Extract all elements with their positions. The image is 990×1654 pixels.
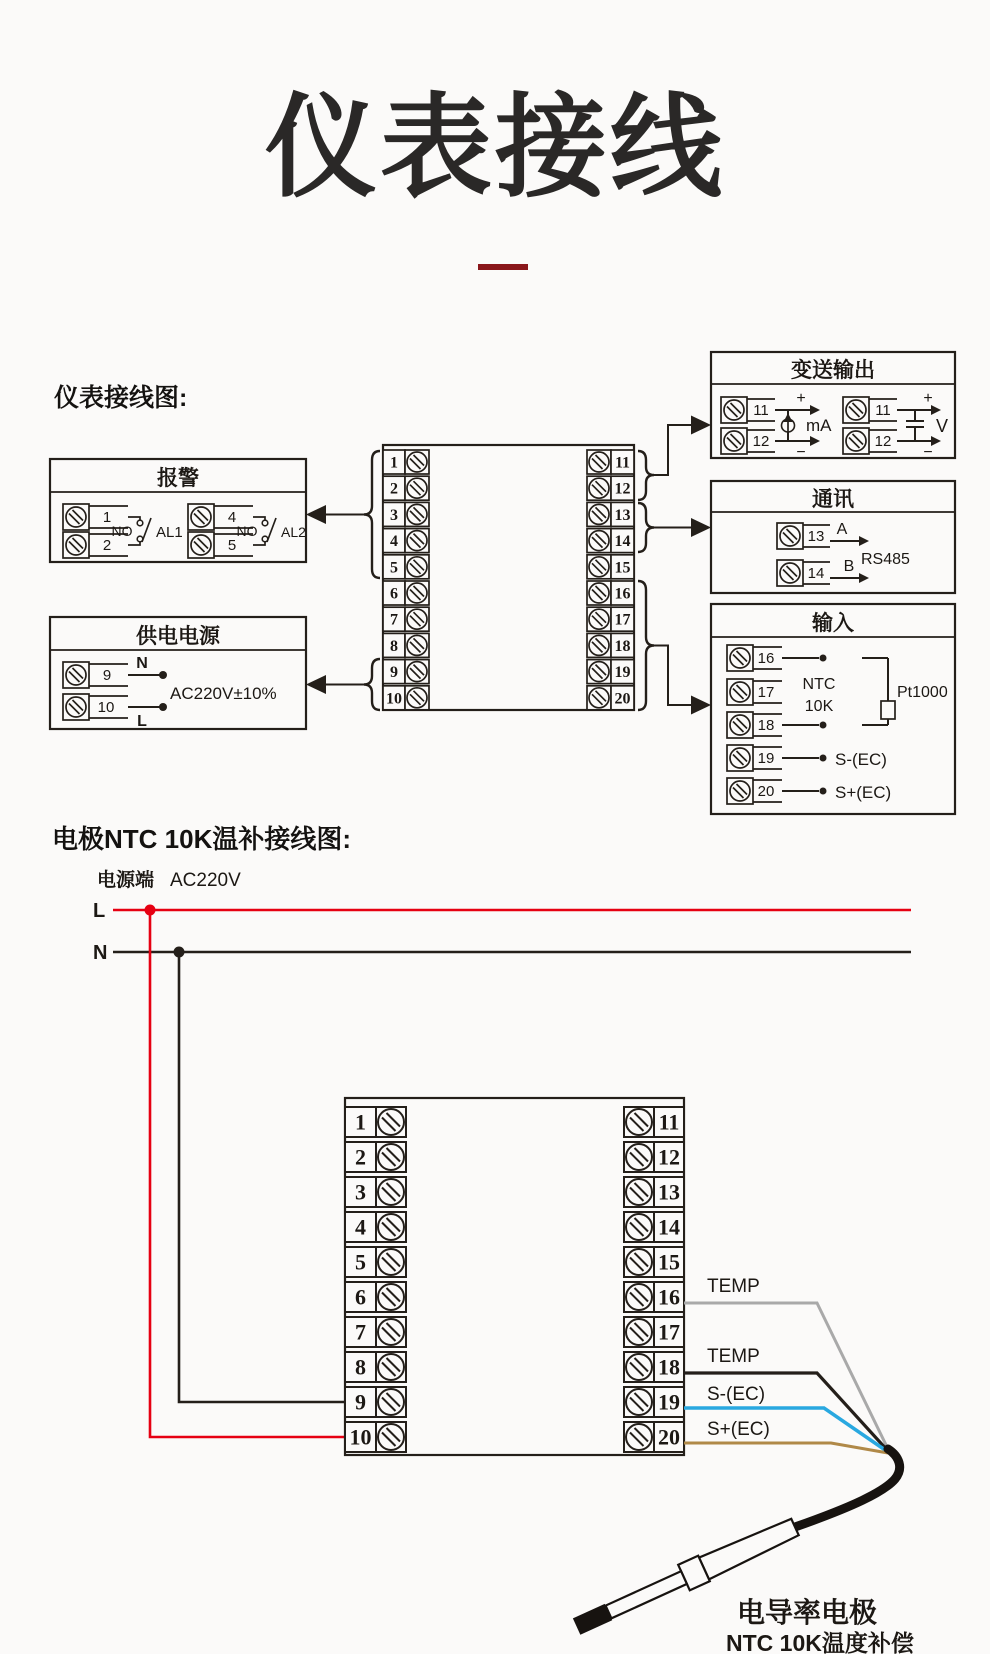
screw-terminal-icon — [378, 1284, 404, 1310]
terminal-number: 12 — [658, 1144, 680, 1170]
resistor-icon — [881, 701, 895, 719]
screw-terminal-icon — [63, 694, 89, 720]
terminal-row — [383, 686, 634, 710]
terminal-number: 16 — [614, 585, 631, 603]
rs485-b-label: B — [843, 558, 855, 575]
screw-terminal-icon — [626, 1284, 652, 1310]
electrode-wiring-diagram — [93, 868, 914, 1654]
brace-input-terminals — [638, 581, 654, 710]
screw-terminal-icon — [407, 583, 427, 603]
neutral-label: N — [93, 942, 108, 964]
output-box-title: 变送输出 — [791, 359, 875, 382]
source-label: 电源端 — [97, 870, 155, 891]
terminal-number: 16 — [757, 650, 775, 667]
terminal-number: 9 — [390, 664, 398, 682]
screw-terminal-icon — [378, 1179, 404, 1205]
polarity-minus: − — [796, 444, 806, 461]
screw-terminal-icon — [378, 1144, 404, 1170]
terminal-number: 11 — [658, 1109, 680, 1135]
screw-terminal-icon — [626, 1214, 652, 1240]
terminal-number: 4 — [390, 533, 398, 551]
screw-terminal-icon — [378, 1354, 404, 1380]
neutral-label: N — [136, 655, 148, 672]
terminal-number: 18 — [658, 1354, 680, 1380]
terminal-row — [345, 1282, 684, 1312]
comm-box-title: 通讯 — [812, 488, 854, 511]
terminal-row — [345, 1177, 684, 1207]
screw-terminal-icon — [589, 635, 609, 655]
ec-minus-label: S-(EC) — [835, 750, 887, 769]
terminal-row — [383, 581, 634, 605]
ec-plus-wire — [684, 1443, 888, 1453]
terminal-row — [383, 476, 634, 500]
screw-terminal-icon — [727, 679, 753, 705]
main-terminal-block — [306, 416, 711, 715]
terminal-number: 8 — [390, 637, 398, 655]
ntc-sensor-label: NTC — [802, 676, 836, 693]
screw-terminal-icon — [188, 504, 214, 530]
alarm-box-title: 报警 — [157, 467, 199, 490]
pt1000-label: Pt1000 — [897, 684, 948, 701]
terminal-number: 20 — [757, 783, 775, 800]
arrow-to-output-icon — [691, 416, 711, 435]
screw-terminal-icon — [378, 1249, 404, 1275]
terminal-number: 9 — [102, 667, 112, 684]
terminal-row — [345, 1212, 684, 1242]
screw-terminal-icon — [63, 532, 89, 558]
wiring-diagram-label: 仪表接线图: — [54, 384, 188, 412]
screw-terminal-icon — [63, 504, 89, 530]
temp-label-2: TEMP — [707, 1346, 760, 1367]
screw-terminal-icon — [407, 662, 427, 682]
terminal-row — [345, 1352, 684, 1382]
terminal-number: 13 — [614, 506, 631, 524]
screw-terminal-icon — [843, 397, 869, 423]
screw-terminal-icon — [727, 778, 753, 804]
comm-box — [711, 481, 955, 593]
screw-terminal-icon — [626, 1144, 652, 1170]
terminal-row — [345, 1107, 684, 1137]
arrow-to-alarm-icon — [306, 505, 326, 524]
screw-terminal-icon — [589, 583, 609, 603]
terminal-number: 7 — [355, 1319, 366, 1345]
power-box — [50, 617, 306, 730]
terminal-number: 1 — [390, 454, 398, 472]
terminal-number: 16 — [658, 1284, 680, 1310]
terminal-number: 5 — [227, 537, 237, 554]
screw-terminal-icon — [626, 1249, 652, 1275]
screw-terminal-icon — [378, 1109, 404, 1135]
screw-terminal-icon — [407, 452, 427, 472]
screw-terminal-icon — [378, 1214, 404, 1240]
screw-terminal-icon — [407, 504, 427, 524]
terminal-number: 6 — [355, 1284, 366, 1310]
terminal-number: 12 — [874, 433, 892, 450]
supply-voltage-label: AC220V±10% — [170, 684, 277, 703]
terminal-number: 19 — [757, 750, 775, 767]
ec-plus-label: S+(EC) — [835, 783, 892, 802]
screw-terminal-icon — [626, 1179, 652, 1205]
terminal-number: 11 — [753, 402, 769, 419]
current-unit-label: mA — [806, 416, 832, 435]
protocol-label: RS485 — [861, 551, 910, 568]
screw-terminal-icon — [407, 531, 427, 551]
terminal-number: 17 — [614, 611, 631, 629]
screw-terminal-icon — [589, 662, 609, 682]
terminal-number: 5 — [355, 1249, 366, 1275]
terminal-number: 4 — [227, 509, 237, 526]
terminal-number: 1 — [355, 1109, 366, 1135]
terminal-number: 8 — [355, 1354, 366, 1380]
terminal-number: 3 — [355, 1179, 366, 1205]
screw-terminal-icon — [721, 428, 747, 454]
screw-terminal-icon — [188, 532, 214, 558]
terminal-number: 13 — [807, 528, 825, 545]
alarm-box — [50, 459, 306, 562]
screw-terminal-icon — [407, 609, 427, 629]
alarm2-label: AL2 — [281, 524, 306, 540]
terminal-number: 2 — [390, 480, 398, 498]
contact-type-label: NO — [236, 523, 258, 539]
terminal-number: 15 — [614, 559, 631, 577]
terminal-number: 20 — [658, 1424, 680, 1450]
screw-terminal-icon — [626, 1389, 652, 1415]
terminal-row — [383, 450, 634, 474]
terminal-number: 6 — [390, 585, 398, 603]
terminal-number: 10 — [97, 699, 115, 716]
terminal-number: 14 — [614, 533, 631, 551]
brace-power-terminals — [364, 659, 380, 710]
neutral-drop-wire — [179, 952, 345, 1402]
terminal-number: 18 — [614, 637, 631, 655]
rs485-a-label: A — [836, 521, 848, 538]
terminal-row — [345, 1247, 684, 1277]
page-title: 仪表接线 — [265, 85, 725, 210]
terminal-number: 11 — [614, 454, 631, 472]
screw-terminal-icon — [589, 609, 609, 629]
terminal-number: 11 — [875, 402, 891, 419]
terminal-number: 5 — [390, 559, 398, 577]
terminal-row — [383, 502, 634, 526]
terminal-number: 3 — [390, 506, 398, 524]
live-label: L — [93, 900, 106, 922]
terminal-number: 10 — [349, 1424, 372, 1450]
screw-terminal-icon — [843, 428, 869, 454]
terminal-row — [345, 1422, 684, 1452]
screw-terminal-icon — [589, 478, 609, 498]
screw-terminal-icon — [589, 557, 609, 577]
screw-terminal-icon — [589, 531, 609, 551]
terminal-number: 15 — [658, 1249, 680, 1275]
probe-cable — [795, 1449, 900, 1527]
terminal-row — [383, 607, 634, 631]
screw-terminal-icon — [727, 645, 753, 671]
terminal-number: 13 — [658, 1179, 680, 1205]
screw-terminal-icon — [589, 688, 609, 708]
terminal-number: 4 — [355, 1214, 366, 1240]
ec-minus-label: S-(EC) — [707, 1384, 766, 1405]
terminal-row — [383, 633, 634, 657]
screw-terminal-icon — [626, 1319, 652, 1345]
screw-terminal-icon — [407, 557, 427, 577]
terminal-number: 14 — [807, 565, 825, 582]
temp-label-1: TEMP — [707, 1276, 760, 1297]
terminal-number: 10 — [386, 690, 402, 708]
screw-terminal-icon — [626, 1354, 652, 1380]
screw-terminal-icon — [777, 523, 803, 549]
input-box — [711, 604, 955, 814]
brace-output-terminals — [638, 451, 654, 500]
terminal-row — [383, 529, 634, 553]
terminal-number: 20 — [614, 690, 631, 708]
terminal-row — [345, 1317, 684, 1347]
terminal-row — [345, 1142, 684, 1172]
terminal-number: 9 — [355, 1389, 366, 1415]
terminal-number: 2 — [102, 537, 112, 554]
arrow-to-comm-icon — [691, 518, 711, 537]
screw-terminal-icon — [378, 1424, 404, 1450]
screw-terminal-icon — [727, 745, 753, 771]
terminal-number: 1 — [102, 509, 112, 526]
terminal-number: 19 — [658, 1389, 680, 1415]
screw-terminal-icon — [589, 452, 609, 472]
polarity-plus: + — [923, 390, 933, 407]
compensation-label: NTC 10K温度补偿 — [726, 1630, 914, 1654]
ntc-value-label: 10K — [804, 698, 834, 715]
contact-type-label: NO — [111, 523, 133, 539]
alarm1-label: AL1 — [156, 524, 183, 541]
screw-terminal-icon — [727, 712, 753, 738]
screw-terminal-icon — [63, 662, 89, 688]
transmitter-output-box — [711, 352, 955, 461]
screw-terminal-icon — [407, 635, 427, 655]
terminal-row — [345, 1387, 684, 1417]
voltage-unit-label: V — [936, 416, 949, 436]
electrode-diagram-label: 电极NTC 10K温补接线图: — [52, 824, 352, 854]
terminal-number: 17 — [757, 684, 775, 701]
terminal-row — [383, 555, 634, 579]
terminal-number: 12 — [752, 433, 770, 450]
arrow-to-power-icon — [306, 675, 326, 694]
power-box-title: 供电电源 — [136, 625, 220, 648]
terminal-row — [383, 660, 634, 684]
input-box-title: 输入 — [812, 612, 854, 635]
screw-terminal-icon — [589, 504, 609, 524]
brace-alarm-terminals — [364, 451, 380, 578]
screw-terminal-icon — [407, 478, 427, 498]
probe-label: 电导率电极 — [737, 1597, 878, 1628]
arrow-to-input-icon — [691, 696, 711, 715]
live-label: L — [137, 713, 147, 730]
screw-terminal-icon — [626, 1109, 652, 1135]
terminal-number: 7 — [390, 611, 398, 629]
terminal-number: 14 — [658, 1214, 680, 1240]
screw-terminal-icon — [407, 688, 427, 708]
terminal-number: 19 — [614, 664, 631, 682]
polarity-plus: + — [796, 390, 806, 407]
screw-terminal-icon — [378, 1389, 404, 1415]
terminal-number: 12 — [614, 480, 631, 498]
source-voltage-label: AC220V — [170, 870, 241, 891]
polarity-minus: − — [923, 444, 933, 461]
terminal-number: 18 — [757, 717, 775, 734]
terminal-number: 17 — [658, 1319, 680, 1345]
screw-terminal-icon — [777, 560, 803, 586]
ec-plus-label: S+(EC) — [707, 1419, 770, 1440]
brace-comm-terminals — [638, 503, 654, 552]
screw-terminal-icon — [378, 1319, 404, 1345]
screw-terminal-icon — [626, 1424, 652, 1450]
terminal-number: 2 — [355, 1144, 366, 1170]
screw-terminal-icon — [721, 397, 747, 423]
